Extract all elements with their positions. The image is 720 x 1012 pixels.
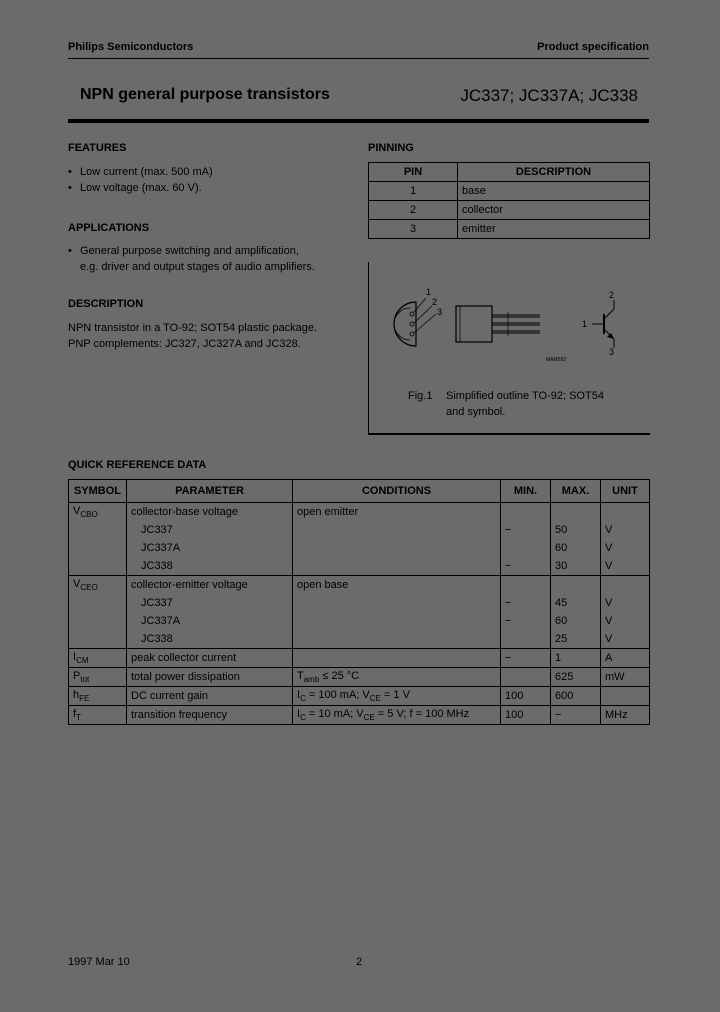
description-line: NPN transistor in a TO-92; SOT54 plastic package.: [68, 322, 318, 334]
cell-conditions: [293, 576, 501, 595]
doc-type: Product specification: [537, 41, 649, 53]
cell-parameter: [127, 557, 293, 576]
cell-symbol: [69, 539, 127, 557]
cell-parameter: [127, 630, 293, 649]
cell-min: [501, 630, 551, 649]
cell-conditions: [293, 503, 501, 522]
parameter-text: transition frequency: [131, 709, 227, 721]
parameter-text: JC337A: [141, 615, 181, 627]
cell-conditions: [293, 668, 501, 687]
symbol-pin-label: 3: [609, 347, 615, 357]
cell-unit: [601, 668, 650, 687]
min-value: −: [505, 597, 512, 609]
cond-text: open base: [297, 579, 349, 591]
symbol-main: V: [73, 577, 81, 590]
figure-code: MAM282: [546, 357, 567, 363]
cond-part: I: [297, 688, 301, 701]
description-line: PNP complements: JC327, JC327A and JC328.: [68, 338, 301, 350]
cell-max: [551, 539, 601, 557]
min-value: −: [505, 652, 512, 664]
max-value: 45: [555, 597, 568, 609]
cell-unit: [601, 706, 650, 725]
cell-max: [551, 521, 601, 539]
cell-symbol: [69, 594, 127, 612]
unit-value: mW: [605, 671, 625, 683]
cell-min: [501, 649, 551, 668]
description-heading: DESCRIPTION: [68, 298, 144, 310]
cell-parameter: [127, 576, 293, 595]
pin-number: 3: [369, 220, 458, 239]
symbol-main: P: [73, 669, 81, 682]
company-name: Philips Semiconductors: [68, 41, 194, 53]
cell-max: [551, 612, 601, 630]
cell-parameter: [127, 687, 293, 706]
max-value: 600: [555, 690, 574, 702]
cell-min: [501, 706, 551, 725]
max-value: −: [555, 709, 562, 721]
pin-description: collector: [458, 201, 650, 220]
cond-sub: C: [300, 713, 306, 723]
applications-heading: APPLICATIONS: [68, 222, 150, 234]
cell-conditions: [293, 630, 501, 649]
pin-row: [369, 182, 650, 201]
pin-dot: [410, 312, 414, 316]
cell-conditions: [293, 706, 501, 725]
cell-conditions: [293, 612, 501, 630]
unit-value: V: [605, 542, 613, 554]
parameter-text: JC337A: [141, 542, 181, 554]
cell-max: [551, 576, 601, 595]
table-row: [69, 521, 650, 539]
cell-unit: [601, 630, 650, 649]
parameter-text: total power dissipation: [131, 671, 240, 683]
cond-text: open emitter: [297, 506, 359, 518]
cond-sub: amb: [303, 675, 320, 685]
symbol-pin-label: 2: [609, 290, 615, 300]
figure-bottom-border: [368, 433, 650, 435]
cond-sub: CE: [369, 694, 381, 704]
pin-dot: [410, 332, 414, 336]
description-text: [68, 320, 358, 352]
table-row: [69, 687, 650, 706]
cell-unit: [601, 687, 650, 706]
cell-unit: [601, 649, 650, 668]
part-numbers: JC337; JC337A; JC338: [460, 86, 638, 105]
max-value: 50: [555, 524, 568, 536]
cell-unit: [601, 612, 650, 630]
min-value: −: [505, 524, 512, 536]
symbol-main: f: [73, 707, 77, 720]
cond-part: = 100 mA; V: [305, 688, 370, 701]
unit-value: MHz: [605, 709, 628, 721]
cond-part: ≤ 25 °C: [319, 669, 360, 682]
col-symbol: SYMBOL: [69, 480, 127, 503]
qrd-heading: QUICK REFERENCE DATA: [68, 459, 207, 471]
fig-pin-label: 1: [426, 287, 432, 297]
col-conditions: CONDITIONS: [293, 480, 501, 503]
cell-symbol: [69, 668, 127, 687]
parameter-text: JC338: [141, 560, 173, 572]
max-value: 60: [555, 542, 568, 554]
cell-max: [551, 706, 601, 725]
col-unit: UNIT: [601, 480, 650, 503]
symbol-sub: tot: [80, 675, 90, 685]
unit-value: V: [605, 615, 613, 627]
package-body-top: [456, 306, 492, 342]
symbol-pin-label: 1: [582, 319, 588, 329]
min-value: −: [505, 615, 512, 627]
cell-min: [501, 612, 551, 630]
to92-outline-drawing: [380, 282, 650, 367]
pin-description: base: [458, 182, 650, 201]
cell-unit: [601, 594, 650, 612]
max-value: 60: [555, 615, 568, 627]
table-row: [69, 576, 650, 595]
cell-max: [551, 503, 601, 522]
table-row: [69, 630, 650, 649]
fig-pin-label: 2: [432, 297, 438, 307]
figure-caption-line: and symbol.: [446, 406, 506, 418]
cell-min: [501, 594, 551, 612]
cell-min: [501, 539, 551, 557]
table-row: [69, 612, 650, 630]
cell-symbol: [69, 557, 127, 576]
symbol-main: h: [73, 688, 80, 701]
cell-symbol: [69, 521, 127, 539]
max-value: 625: [555, 671, 574, 683]
cell-symbol: [69, 576, 127, 595]
table-row: [69, 668, 650, 687]
min-value: 100: [505, 690, 524, 702]
fig-pin-label: 3: [437, 307, 443, 317]
cond-sub: C: [300, 694, 306, 704]
cell-conditions: [293, 649, 501, 668]
symbol-sub: CEO: [80, 583, 98, 593]
cell-min: [501, 668, 551, 687]
figure-label: Fig.1: [408, 390, 433, 402]
table-row: [69, 539, 650, 557]
pin-number: 1: [369, 182, 458, 201]
cell-max: [551, 649, 601, 668]
cell-parameter: [127, 539, 293, 557]
application-item: • General purpose switching and amplification,: [68, 243, 358, 259]
cell-conditions: [293, 539, 501, 557]
parameter-text: JC338: [141, 633, 173, 645]
cond-part: = 10 mA; V: [305, 707, 364, 720]
cell-max: [551, 557, 601, 576]
features-heading: FEATURES: [68, 142, 127, 154]
unit-value: V: [605, 524, 613, 536]
unit-value: A: [605, 652, 613, 664]
pin-number: 2: [369, 201, 458, 220]
parameter-text: JC337: [141, 597, 173, 609]
col-min: MIN.: [501, 480, 551, 503]
cell-min: [501, 576, 551, 595]
unit-value: V: [605, 633, 613, 645]
cell-max: [551, 687, 601, 706]
col-max: MAX.: [551, 480, 601, 503]
cell-max: [551, 630, 601, 649]
parameter-text: collector-emitter voltage: [131, 579, 248, 591]
features-list: [68, 164, 348, 196]
footer-page: 2: [356, 956, 363, 968]
cell-symbol: [69, 630, 127, 649]
symbol-sub: FE: [79, 694, 90, 704]
figure-left-border: [368, 262, 369, 434]
pin-dot: [410, 322, 414, 326]
feature-item: • Low voltage (max. 60 V).: [68, 180, 348, 196]
cell-conditions: [293, 687, 501, 706]
table-row: [69, 503, 650, 522]
cell-parameter: [127, 612, 293, 630]
pinning-header-row: [369, 163, 650, 182]
symbol-main: I: [73, 650, 77, 663]
cell-symbol: [69, 687, 127, 706]
min-value: −: [505, 560, 512, 572]
cond-part: T: [297, 669, 304, 682]
header-rule: [68, 58, 649, 59]
qrd-header-row: [69, 480, 650, 503]
pinning-heading: PINNING: [368, 142, 414, 154]
cell-conditions: [293, 521, 501, 539]
pinning-table: [368, 162, 650, 239]
footer-date: 1997 Mar 10: [68, 956, 130, 968]
cell-parameter: [127, 668, 293, 687]
col-parameter: PARAMETER: [127, 480, 293, 503]
symbol-sub: T: [76, 713, 81, 723]
table-row: [69, 649, 650, 668]
cond-part: I: [297, 707, 301, 720]
cell-parameter: [127, 706, 293, 725]
figure-caption: [446, 388, 604, 420]
applications-list: [68, 243, 358, 275]
page-title: NPN general purpose transistors: [80, 86, 330, 103]
parameter-text: peak collector current: [131, 652, 237, 664]
max-value: 25: [555, 633, 568, 645]
cell-unit: [601, 539, 650, 557]
parameter-text: JC337: [141, 524, 173, 536]
pin-description: emitter: [458, 220, 650, 239]
pin-row: [369, 201, 650, 220]
cond-part: = 1 V: [380, 688, 410, 701]
pin-col-header: PIN: [369, 163, 458, 182]
table-row: [69, 706, 650, 725]
cell-parameter: [127, 521, 293, 539]
quick-reference-table: [68, 479, 650, 725]
cell-parameter: [127, 503, 293, 522]
unit-value: V: [605, 560, 613, 572]
cell-conditions: [293, 594, 501, 612]
cell-unit: [601, 521, 650, 539]
pin-row: [369, 220, 650, 239]
feature-item: • Low current (max. 500 mA): [68, 164, 348, 180]
cell-conditions: [293, 557, 501, 576]
cell-min: [501, 557, 551, 576]
table-row: [69, 557, 650, 576]
cell-max: [551, 594, 601, 612]
symbol-sub: CBO: [80, 510, 98, 520]
title-rule: [68, 119, 649, 123]
cell-symbol: [69, 706, 127, 725]
cell-parameter: [127, 594, 293, 612]
cell-min: [501, 503, 551, 522]
cell-unit: [601, 557, 650, 576]
parameter-text: DC current gain: [131, 690, 209, 702]
cell-unit: [601, 576, 650, 595]
application-item-cont: e.g. driver and output stages of audio amplifiers.: [80, 261, 315, 273]
cond-sub: CE: [363, 713, 375, 723]
cell-parameter: [127, 649, 293, 668]
max-value: 30: [555, 560, 568, 572]
unit-value: V: [605, 597, 613, 609]
cell-min: [501, 521, 551, 539]
cell-symbol: [69, 612, 127, 630]
symbol-sub: CM: [76, 656, 89, 666]
cell-symbol: [69, 503, 127, 522]
cell-unit: [601, 503, 650, 522]
min-value: 100: [505, 709, 524, 721]
parameter-text: collector-base voltage: [131, 506, 239, 518]
cell-min: [501, 687, 551, 706]
max-value: 1: [555, 652, 562, 664]
symbol-main: V: [73, 504, 81, 517]
cond-part: = 5 V; f = 100 MHz: [374, 707, 470, 720]
cell-symbol: [69, 649, 127, 668]
emitter-arrow: [607, 333, 614, 339]
cell-max: [551, 668, 601, 687]
table-row: [69, 594, 650, 612]
desc-col-header: DESCRIPTION: [458, 163, 650, 182]
figure-caption-line: Simplified outline TO-92; SOT54: [446, 390, 604, 402]
